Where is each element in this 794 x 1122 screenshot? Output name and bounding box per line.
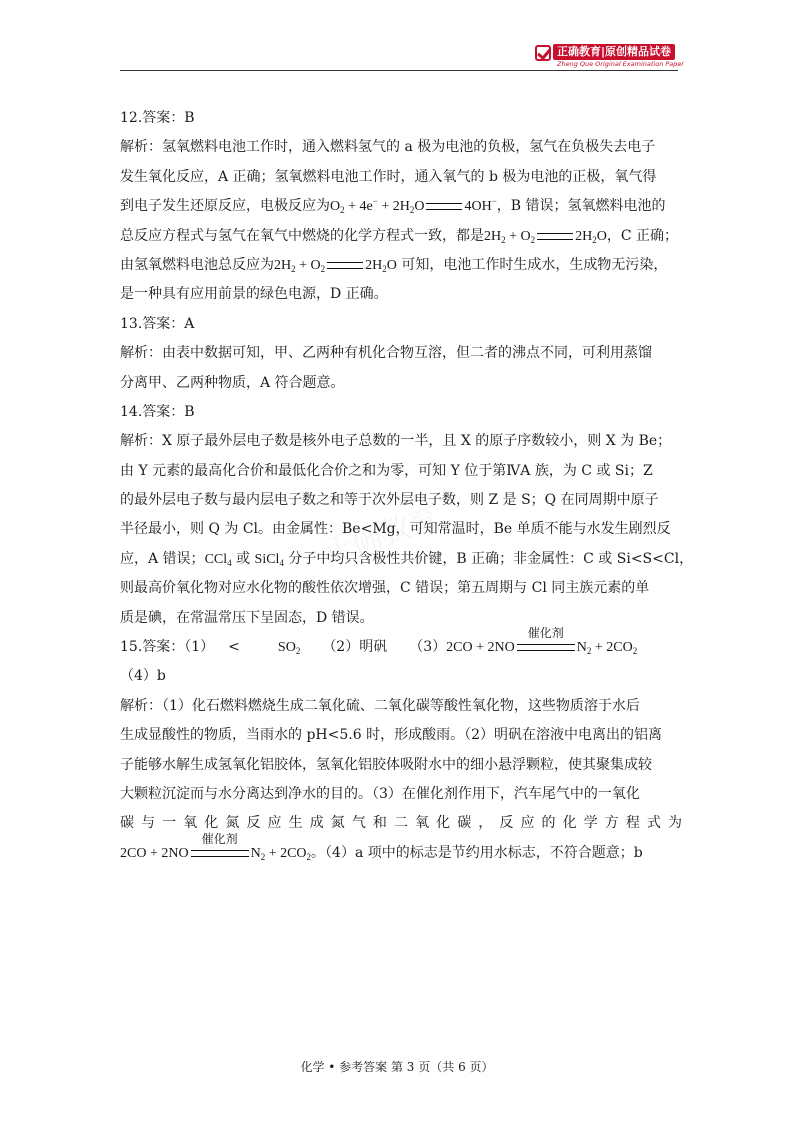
q15-answer: 15.答案：$(1) < SO_2$ （2）明矾 （3）2CO + 2NO 催化剂 $N_2 + 2CO_2$ bbox=[120, 626, 638, 657]
q14-line: 由 Y 元素的最高化合价和最低化合价之和为零，可知 Y 位于第ⅣA 族，为 C 或 Si；Z bbox=[120, 462, 653, 479]
catalyst-label: 催化剂 bbox=[527, 626, 564, 641]
publisher-logo bbox=[535, 44, 685, 68]
q14-line: 解析：X 原子最外层电子数是核外电子总数的一半，且 X 的原子序数较小，则 X 为 Be； bbox=[120, 433, 672, 450]
formula-ccl4: CCl$_4$ bbox=[204, 551, 232, 568]
checkmark-icon bbox=[535, 45, 551, 61]
q12-line: 总反应方程式与氢气在氧气中燃烧的化学方程式一致，都是$2H_2 + O_2$ $2H_2O$，C 正确； bbox=[120, 227, 679, 245]
q14-line: 质是碘，在常温常压下呈固态，D 错误。 bbox=[120, 609, 374, 626]
q12-line: 由氢氧燃料电池总反应为$2H_2 + O_2$ $2H_2O$ 可知，电池工作时生成水，生成物无污染， bbox=[120, 256, 668, 274]
formula-sicl4: SiCl$_4$ bbox=[254, 551, 284, 568]
q15-line: 子能够水解生成氢氧化铝胶体，氢氧化铝胶体吸附水中的细小悬浮颗粒，使其聚集成较 bbox=[120, 756, 652, 773]
q15-line: 生成显酸性的物质，当雨水的 pH<5.6 时，形成酸雨。（2）明矾在溶液中电离出的铝离 bbox=[120, 727, 662, 744]
q14-line: 则最高价氧化物对应水化物的酸性依次增强，C 错误；第五周期与 Cl 同主族元素的单 bbox=[120, 580, 650, 597]
total-equation: $2H_2 + O_2$ $2H_2O$ bbox=[274, 257, 397, 274]
q14-line: 的最外层电子数与最内层电子数之和等于次外层电子数，则 Z 是 S；Q 在同周期中原子 bbox=[120, 492, 659, 509]
catalyst-equation: 2CO + 2NO 催化剂 $N_2 + 2CO_2$ bbox=[120, 832, 312, 862]
q13-line: 分离甲、乙两种物质，A 符合题意。 bbox=[120, 374, 345, 391]
catalyst-equation: 2CO + 2NO 催化剂 $N_2 + 2CO_2$ bbox=[446, 626, 638, 657]
catalyst-label: 催化剂 bbox=[201, 832, 238, 847]
logo-tagline: Zheng Que Original Examination Paper bbox=[557, 60, 685, 68]
header-rule bbox=[120, 70, 678, 71]
q12-line: 解析：氢氧燃料电池工作时，通入燃料氢气的 a 极为电池的负极，氢气在负极失去电子 bbox=[120, 139, 656, 156]
page-footer: 化学 • 参考答案 第 3 页（共 6 页） bbox=[300, 1060, 494, 1074]
equals-sign bbox=[327, 262, 363, 269]
equals-sign bbox=[426, 203, 462, 210]
electrode-equation: $O_2 + 4e^- + 2H_2O$ 4OH− bbox=[330, 196, 497, 216]
total-equation: $2H_2 + O_2$ $2H_2O$ bbox=[484, 228, 607, 245]
q14-line: 半径最小，则 Q 为 Cl。由金属性：Be<Mg，可知常温时，Be 单质不能与水发生剧烈反 bbox=[120, 521, 671, 538]
q12-line: 是一种具有应用前景的绿色电源，D 正确。 bbox=[120, 286, 388, 303]
q15-line: 2CO + 2NO 催化剂 $N_2 + 2CO_2$。（4）a 项中的标志是节约用水标志，不符合题意；b bbox=[120, 832, 643, 862]
q13-answer: 13.答案：A bbox=[120, 315, 195, 332]
q15-line: 碳与一氧化氮反应生成氮气和二氧化碳，反应的化学方程式为 bbox=[120, 815, 682, 832]
q14-answer: 14.答案：B bbox=[120, 403, 195, 420]
q12-line: 到电子发生还原反应，电极反应为$O_2 + 4e^- + 2H_2O$ 4OH−，B 错误；氢氧燃料电池的 bbox=[120, 196, 666, 216]
formula-so2: $SO_2$ bbox=[277, 640, 301, 657]
equals-sign bbox=[537, 233, 573, 240]
q12-answer: 12.答案：B bbox=[120, 110, 195, 126]
q15-line: 解析：（1）化石燃料燃烧生成二氧化硫、二氧化碳等酸性氧化物，这些物质溶于水后 bbox=[120, 697, 640, 714]
q13-line: 解析：由表中数据可知，甲、乙两种有机化合物互溶，但二者的沸点不同，可利用蒸馏 bbox=[120, 345, 652, 362]
q12-line: 发生氧化反应，A 正确；氢氧燃料电池工作时，通入氧气的 b 极为电池的正极，氧气得 bbox=[120, 168, 657, 185]
q15-line: 大颗粒沉淀而与水分离达到净水的目的。（3）在催化剂作用下，汽车尾气中的一氧化 bbox=[120, 785, 640, 802]
q15-answer: （4）b bbox=[120, 668, 166, 685]
q14-line: 应，A 错误；CCl$_4$ 或 SiCl$_4$ 分子中均只含极性共价键，B 正确；非金属性：C 或 Si<S<Cl， bbox=[120, 550, 694, 568]
answer-content bbox=[120, 104, 694, 868]
logo-brand: 正确教育|原创精品试卷 bbox=[553, 44, 675, 60]
